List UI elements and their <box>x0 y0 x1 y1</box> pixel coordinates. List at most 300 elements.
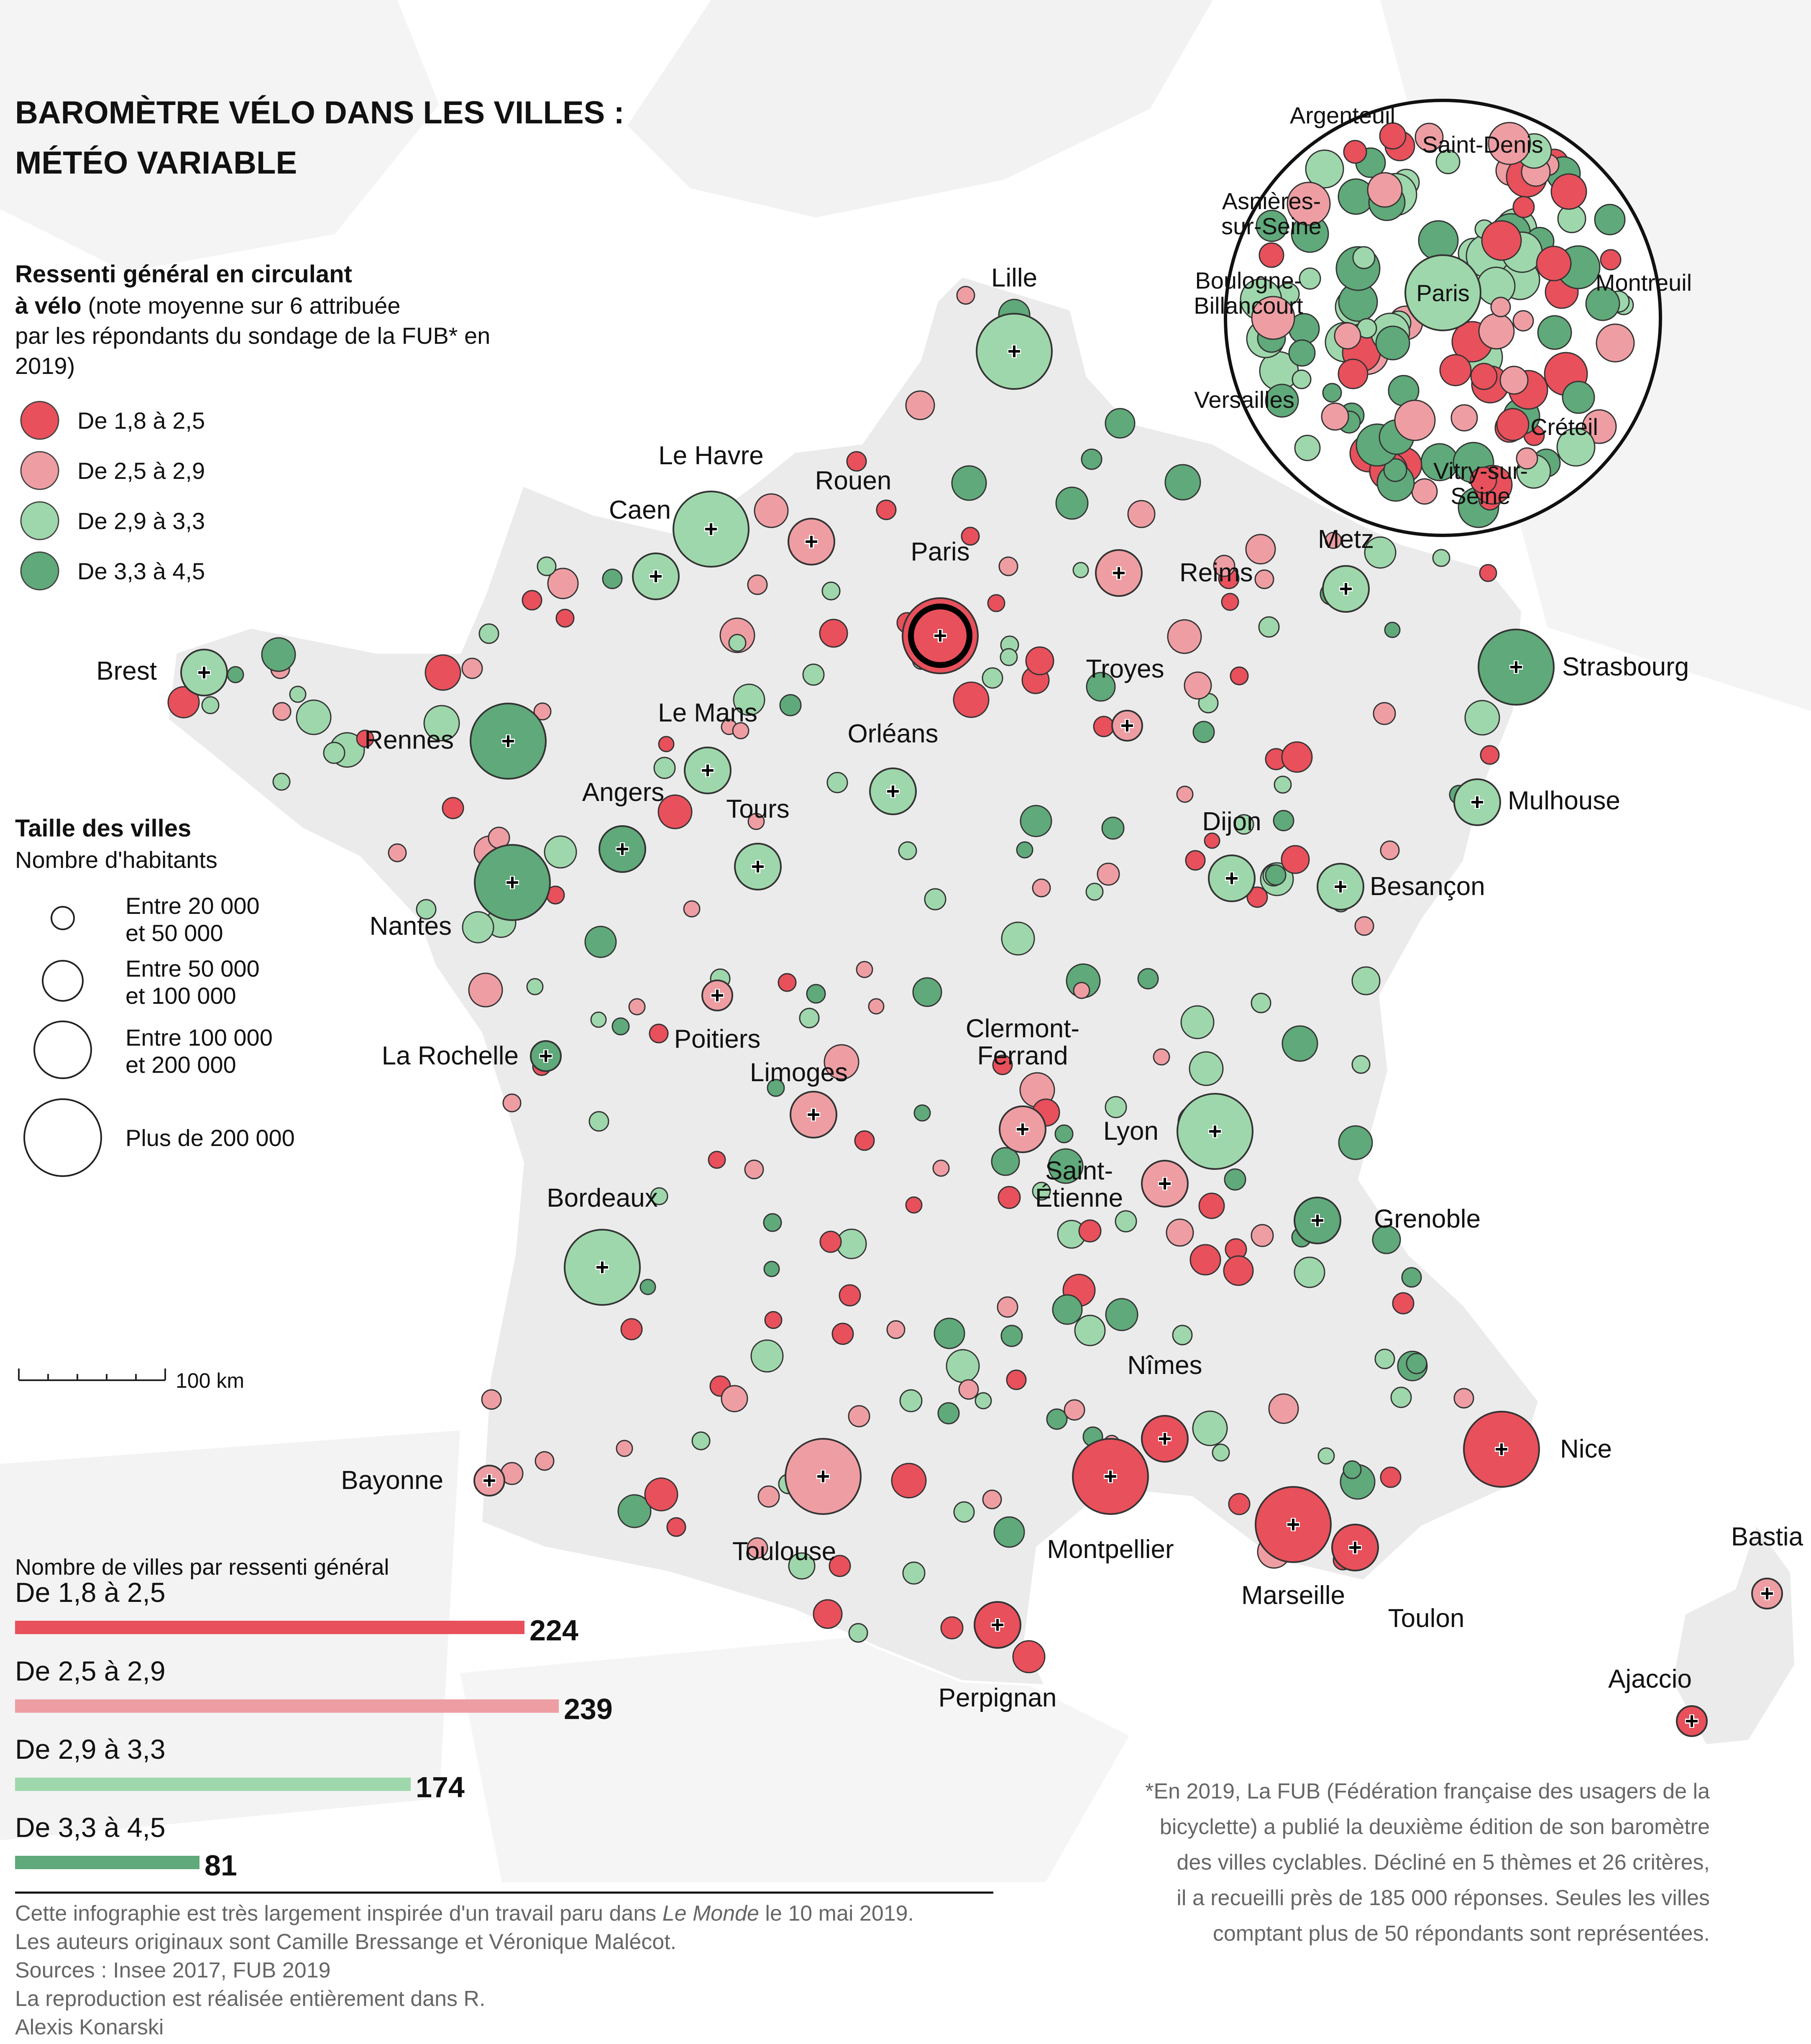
city-label: Le Mans <box>658 698 757 727</box>
small-city-circle <box>827 773 847 793</box>
inset-city-circle <box>1500 366 1528 394</box>
small-city-circle <box>957 287 975 304</box>
city-nice <box>1464 1412 1612 1487</box>
city-label: Metz <box>1317 525 1374 554</box>
small-city-circle <box>999 557 1018 576</box>
city-label: Troyes <box>1086 655 1164 683</box>
credits-line-2: Les auteurs originaux sont Camille Bressange et Véronique Malécot. <box>15 1930 677 1954</box>
small-city-circle <box>650 1024 668 1043</box>
small-city-circle <box>1047 1409 1067 1429</box>
small-city-circle <box>1075 1315 1105 1346</box>
city-label: Bastia <box>1731 1522 1803 1551</box>
inset-city-circle <box>1322 403 1348 430</box>
small-city-circle <box>849 1624 867 1642</box>
legend-swatch-4 <box>21 552 59 590</box>
city-label: Bordeaux <box>547 1184 658 1213</box>
small-city-circle <box>1086 883 1103 900</box>
small-city-circle <box>535 1452 554 1470</box>
inset-label-saint-denis: Saint-Denis <box>1422 131 1543 158</box>
small-city-circle <box>616 1440 632 1456</box>
city-label: Bayonne <box>341 1466 443 1495</box>
small-city-circle <box>1102 817 1124 839</box>
small-city-circle <box>262 638 295 671</box>
small-city-circle <box>751 1340 783 1372</box>
small-city-circle <box>1017 842 1033 858</box>
small-city-circle <box>443 798 463 819</box>
small-city-circle <box>900 1390 922 1412</box>
small-city-circle <box>692 1432 710 1450</box>
small-city-circle <box>537 557 556 576</box>
inset-city-circle <box>1338 359 1368 389</box>
small-city-circle <box>914 1105 930 1121</box>
city-label: Saint- <box>1045 1156 1113 1185</box>
small-city-circle <box>1294 1257 1325 1287</box>
small-city-circle <box>645 1478 678 1511</box>
scale-bar <box>19 1369 244 1392</box>
small-city-circle <box>1173 1325 1192 1345</box>
inset-city-circle <box>1440 355 1471 386</box>
legend-size-subtitle: Nombre d'habitants <box>15 847 217 873</box>
city-label: Strasbourg <box>1562 652 1689 681</box>
small-city-circle <box>1079 1220 1101 1242</box>
city-label: Dijon <box>1202 807 1261 836</box>
small-city-circle <box>1002 922 1034 955</box>
small-city-circle <box>684 901 700 917</box>
small-city-circle <box>906 1197 922 1213</box>
inset-city-circle <box>1353 247 1375 269</box>
bar-category-label: De 2,9 à 3,3 <box>15 1734 166 1765</box>
small-city-circle <box>1222 594 1238 610</box>
small-city-circle <box>503 1094 521 1112</box>
small-city-circle <box>1282 846 1309 873</box>
legend-feeling-title-1: Ressenti général en circulant <box>15 261 352 288</box>
small-city-circle <box>1225 1169 1246 1190</box>
city-label: Lyon <box>1103 1117 1159 1146</box>
credits-line-3: Sources : Insee 2017, FUB 2019 <box>15 1958 331 1983</box>
small-city-circle <box>998 1187 1020 1208</box>
small-city-circle <box>748 575 767 594</box>
small-city-circle <box>758 1486 779 1507</box>
credits-line-5: Alexis Konarski <box>15 2015 164 2039</box>
small-city-circle <box>1282 1026 1317 1061</box>
small-city-circle <box>324 742 345 763</box>
legend-swatch-2 <box>21 452 59 489</box>
small-city-circle <box>983 1490 1001 1509</box>
small-city-circle <box>1105 409 1135 438</box>
small-city-circle <box>1352 1056 1370 1073</box>
small-city-circle <box>855 1131 874 1150</box>
small-city-circle <box>849 1406 870 1427</box>
city-label: Nîmes <box>1127 1351 1202 1380</box>
small-city-circle <box>1343 1461 1361 1479</box>
small-city-circle <box>1465 701 1499 735</box>
small-city-circle <box>832 1323 853 1344</box>
inset-city-circle <box>1479 314 1514 349</box>
city-label: Étienne <box>1035 1184 1123 1213</box>
small-city-circle <box>857 962 872 977</box>
inset-label-vitry-1: Vitry-sur- <box>1433 458 1528 484</box>
inset-city-circle <box>1395 400 1435 440</box>
small-city-circle <box>1230 667 1248 685</box>
small-city-circle <box>482 1390 501 1409</box>
legend-feeling-title-2: à vélo (note moyenne sur 6 attribuée <box>15 292 401 319</box>
small-city-circle <box>721 1386 747 1412</box>
bar <box>15 1699 559 1713</box>
city-label: Perpignan <box>938 1683 1057 1712</box>
city-label: Clermont- <box>965 1014 1080 1043</box>
small-city-circle <box>1190 1245 1220 1275</box>
small-city-circle <box>667 1518 686 1536</box>
small-city-circle <box>1212 1444 1229 1461</box>
city-label: Orléans <box>847 719 939 748</box>
small-city-circle <box>654 757 675 778</box>
small-city-circle <box>933 1160 949 1176</box>
credits-line-1: Cette infographie est très largement inspirée d'un travail paru dans Le Monde le 10 mai 2019. <box>15 1901 914 1926</box>
small-city-circle <box>273 703 291 720</box>
inset-label-boulogne-1: Boulogne- <box>1195 267 1302 294</box>
city-label: Toulouse <box>732 1537 836 1566</box>
legend-size-item-2-a: Entre 50 000 <box>125 955 260 982</box>
small-city-circle <box>621 1319 642 1340</box>
city-label: Limoges <box>749 1058 848 1087</box>
footnote-line-5: comptant plus de 50 répondants sont représentées. <box>1212 1921 1710 1946</box>
small-city-circle <box>778 974 796 991</box>
small-city-circle <box>1266 865 1286 885</box>
small-city-circle <box>906 391 934 420</box>
bar-value-label: 239 <box>564 1693 613 1725</box>
small-city-circle <box>1274 776 1291 793</box>
city-label: Nantes <box>369 912 452 941</box>
inset-city-circle <box>1563 381 1594 413</box>
small-city-circle <box>1381 1467 1401 1487</box>
inset-city-circle <box>1289 340 1315 366</box>
inset-city-circle <box>1292 370 1311 389</box>
inset-city-circle <box>1513 311 1533 331</box>
small-city-circle <box>952 466 986 500</box>
small-city-circle <box>425 655 460 690</box>
inset-city-circle <box>1451 405 1477 431</box>
small-city-circle <box>938 1403 959 1424</box>
small-city-circle <box>1189 1052 1223 1085</box>
city-label: Tours <box>726 795 790 824</box>
small-city-circle <box>290 686 306 702</box>
legend-swatch-1 <box>21 402 59 439</box>
small-city-circle <box>1433 550 1450 566</box>
legend-feeling-title-4: 2019) <box>15 353 75 379</box>
small-city-circle <box>462 658 482 678</box>
small-city-circle <box>527 979 543 995</box>
small-city-circle <box>545 836 576 868</box>
small-city-circle <box>1339 1126 1372 1159</box>
legend-size-circle-4 <box>24 1099 101 1176</box>
city-label: La Rochelle <box>381 1041 519 1070</box>
small-city-circle <box>1402 1268 1421 1287</box>
inset-label-asnieres-2: sur-Seine <box>1221 213 1322 239</box>
inset-city-circle <box>1596 324 1634 362</box>
small-city-circle <box>1064 1400 1085 1420</box>
city-saint-etienne <box>1035 1156 1188 1213</box>
small-city-circle <box>764 1261 779 1277</box>
small-city-circle <box>1224 1256 1253 1285</box>
footnote-line-1: *En 2019, La FUB (Fédération française des usagers de la <box>1145 1779 1710 1804</box>
inset-label-versailles: Versailles <box>1194 386 1294 413</box>
small-city-circle <box>1138 969 1158 989</box>
small-city-circle <box>1481 746 1499 764</box>
small-city-circle <box>925 889 946 910</box>
small-city-circle <box>389 844 406 862</box>
small-city-circle <box>589 1112 609 1131</box>
inset-city-circle <box>1537 246 1571 281</box>
small-city-circle <box>1381 841 1399 860</box>
small-city-circle <box>1454 1389 1473 1408</box>
small-city-circle <box>813 1600 842 1628</box>
inset-city-circle <box>1344 141 1366 163</box>
small-city-circle <box>1000 649 1017 665</box>
small-city-circle <box>1115 1211 1136 1232</box>
legend-size-item-3-b: et 200 000 <box>125 1051 236 1078</box>
city-mulhouse <box>1454 779 1620 825</box>
legend-feeling <box>15 261 490 590</box>
small-city-circle <box>1269 1394 1298 1423</box>
inset-city-circle <box>1513 197 1534 217</box>
small-city-circle <box>954 1502 974 1522</box>
city-label-paris: Paris <box>911 537 970 566</box>
small-city-circle <box>755 494 788 527</box>
inset-city-circle <box>1497 409 1529 440</box>
inset-label-montreuil: Montreuil <box>1595 269 1692 296</box>
small-city-circle <box>998 1297 1018 1317</box>
small-city-circle <box>1355 917 1374 935</box>
small-city-circle <box>1251 993 1271 1013</box>
inset-city-circle <box>1335 323 1361 349</box>
city-bayonne <box>341 1466 504 1496</box>
bar-category-label: De 3,3 à 4,5 <box>15 1812 166 1843</box>
small-city-circle <box>982 668 1003 688</box>
inset-label-boulogne-2: Billancourt <box>1194 292 1303 319</box>
small-city-circle <box>479 624 499 643</box>
inset-city-circle <box>1368 173 1402 207</box>
legend-feeling-item-4: De 3,3 à 4,5 <box>77 558 205 584</box>
small-city-circle <box>1318 1448 1334 1464</box>
small-city-circle <box>954 682 989 717</box>
small-city-circle <box>1282 742 1312 772</box>
small-city-circle <box>469 973 502 1007</box>
city-label: Grenoble <box>1374 1205 1481 1233</box>
small-city-circle <box>869 999 884 1014</box>
small-city-circle <box>1393 1293 1414 1314</box>
legend-feeling-item-3: De 2,9 à 3,3 <box>77 508 205 534</box>
small-city-circle <box>1105 1097 1126 1118</box>
legend-size-item-4: Plus de 200 000 <box>125 1125 295 1151</box>
small-city-circle <box>892 1463 926 1498</box>
small-city-circle <box>273 773 290 790</box>
small-city-circle <box>1199 1193 1224 1218</box>
small-city-circle <box>1181 1006 1214 1039</box>
legend-swatch-3 <box>21 502 59 540</box>
inset-city-circle <box>1471 363 1497 389</box>
inset-label-creteil: Créteil <box>1530 414 1598 440</box>
city-label: Toulon <box>1388 1604 1465 1633</box>
inset-label-paris: Paris <box>1416 280 1470 306</box>
bar-value-label: 174 <box>416 1771 465 1804</box>
inset-city-circle <box>1491 297 1510 317</box>
city-label: Ajaccio <box>1608 1665 1692 1694</box>
small-city-circle <box>745 1160 763 1179</box>
city-label: Marseille <box>1241 1581 1345 1610</box>
small-city-circle <box>522 591 542 610</box>
footnote <box>1145 1779 1710 1946</box>
footnote-line-4: il a recueilli près de 185 000 réponses. Seules les villes <box>1177 1886 1710 1910</box>
bar-category-label: De 1,8 à 2,5 <box>15 1577 166 1608</box>
small-city-circle <box>913 978 941 1006</box>
small-city-circle <box>591 1012 606 1027</box>
small-city-circle <box>585 926 616 957</box>
small-city-circle <box>994 1517 1024 1547</box>
inset-label-vitry-2: Seine <box>1450 483 1511 509</box>
city-label: Montpellier <box>1047 1535 1174 1564</box>
legend-size-item-3-a: Entre 100 000 <box>125 1024 273 1051</box>
credits-line-4: La reproduction est réalisée entièrement dans R. <box>15 1987 486 2011</box>
title-line-2: MÉTÉO VARIABLE <box>15 145 297 181</box>
small-city-circle <box>1259 617 1279 637</box>
small-city-circle <box>1186 851 1205 870</box>
small-city-circle <box>822 582 840 600</box>
small-city-circle <box>807 985 825 1003</box>
small-city-circle <box>202 697 219 714</box>
small-city-circle <box>1165 465 1200 500</box>
small-city-circle <box>1021 806 1051 837</box>
city-label: Rouen <box>815 466 892 495</box>
city-label: Reims <box>1179 558 1253 587</box>
inset-city-circle <box>1295 435 1320 460</box>
city-label: Ferrand <box>977 1041 1068 1070</box>
small-city-circle <box>1374 703 1395 724</box>
legend-size-item-1-a: Entre 20 000 <box>125 893 260 919</box>
inset-city-circle <box>1259 243 1284 267</box>
small-city-circle <box>1255 570 1274 588</box>
city-label: Angers <box>582 778 665 807</box>
inset-city-circle <box>1299 268 1320 289</box>
legend-size-circle-1 <box>51 907 74 929</box>
small-city-circle <box>1229 1494 1250 1514</box>
inset-label-asnieres-1: Asnières- <box>1222 188 1321 214</box>
small-city-circle <box>297 700 331 734</box>
small-city-circle <box>1480 565 1496 581</box>
small-city-circle <box>1128 501 1155 527</box>
legend-size-item-2-b: et 100 000 <box>125 982 236 1009</box>
small-city-circle <box>1082 449 1102 469</box>
small-city-circle <box>729 634 746 651</box>
city-label: Brest <box>96 657 157 686</box>
city-label: Mulhouse <box>1508 786 1620 815</box>
small-city-circle <box>765 1312 782 1328</box>
small-city-circle <box>1094 716 1114 737</box>
legend-size-circle-2 <box>43 961 83 1001</box>
legend-feeling-item-2: De 2,5 à 2,9 <box>77 458 205 484</box>
small-city-circle <box>1053 1295 1082 1324</box>
city-label: Caen <box>609 496 671 524</box>
legend-size <box>15 815 295 1176</box>
city-brest <box>96 650 227 696</box>
title-line-1: BAROMÈTRE VÉLO DANS LES VILLES : <box>15 95 624 130</box>
small-city-circle <box>887 1321 905 1338</box>
footnote-line-3: des villes cyclables. Décliné en 5 thèmes et 26 critères, <box>1177 1850 1710 1875</box>
small-city-circle <box>709 1151 725 1168</box>
small-city-circle <box>1106 1299 1138 1330</box>
small-city-circle <box>1251 1225 1273 1246</box>
small-city-circle <box>1385 622 1400 637</box>
small-city-circle <box>1074 982 1090 998</box>
small-city-circle <box>1352 967 1380 995</box>
bar-value-label: 224 <box>529 1614 578 1647</box>
small-city-circle <box>603 569 622 588</box>
bar-chart-title: Nombre de villes par ressenti général <box>15 1555 389 1580</box>
small-city-circle <box>1097 863 1119 885</box>
small-city-circle <box>640 1279 655 1294</box>
small-city-circle <box>629 999 645 1015</box>
city-label: Poitiers <box>674 1025 761 1054</box>
legend-feeling-title-3: par les répondants du sondage de la FUB* en <box>15 322 491 349</box>
city-label: Besançon <box>1370 872 1485 901</box>
small-city-circle <box>1166 1219 1193 1246</box>
bar-category-label: De 2,5 à 2,9 <box>15 1655 166 1686</box>
small-city-circle <box>780 695 801 716</box>
small-city-circle <box>877 500 896 519</box>
city-lille <box>977 263 1052 389</box>
small-city-circle <box>800 1008 819 1028</box>
small-city-circle <box>1375 1349 1394 1369</box>
bar <box>15 1621 524 1634</box>
small-city-circle <box>1154 1049 1169 1065</box>
small-city-circle <box>903 1562 925 1584</box>
inset-city-circle <box>1595 205 1625 235</box>
bar-value-label: 81 <box>205 1849 237 1882</box>
small-city-circle <box>975 1393 991 1409</box>
small-city-circle <box>820 1231 841 1252</box>
scale-bar-label: 100 km <box>176 1369 244 1392</box>
inset-city-circle <box>1482 221 1521 260</box>
legend-size-title: Taille des villes <box>15 815 192 842</box>
small-city-circle <box>764 1214 781 1231</box>
small-city-circle <box>1168 620 1201 653</box>
small-city-circle <box>839 1285 860 1306</box>
small-city-circle <box>1177 786 1193 802</box>
small-city-circle <box>463 912 494 943</box>
small-city-circle <box>1013 1641 1045 1673</box>
city-label: Lille <box>991 263 1038 292</box>
small-city-circle <box>556 609 574 627</box>
small-city-circle <box>1026 647 1054 675</box>
inset-label-argenteuil: Argenteuil <box>1289 102 1396 128</box>
inset-city-circle <box>1601 250 1621 270</box>
small-city-circle <box>1001 1325 1022 1346</box>
inset-city-circle <box>1419 221 1458 260</box>
small-city-circle <box>1391 1387 1411 1407</box>
small-city-circle <box>612 1018 629 1035</box>
small-city-circle <box>1055 1125 1073 1143</box>
small-city-circle <box>1274 811 1294 831</box>
small-city-circle <box>1073 563 1088 578</box>
city-label: Rennes <box>364 726 454 755</box>
small-city-circle <box>1407 1353 1427 1374</box>
small-city-circle <box>946 1350 979 1382</box>
small-city-circle <box>899 842 916 860</box>
small-city-circle <box>934 1318 964 1348</box>
small-city-circle <box>988 595 1005 611</box>
inset-city-circle <box>1323 384 1341 402</box>
credits <box>15 1901 914 2039</box>
small-city-circle <box>1184 672 1211 699</box>
